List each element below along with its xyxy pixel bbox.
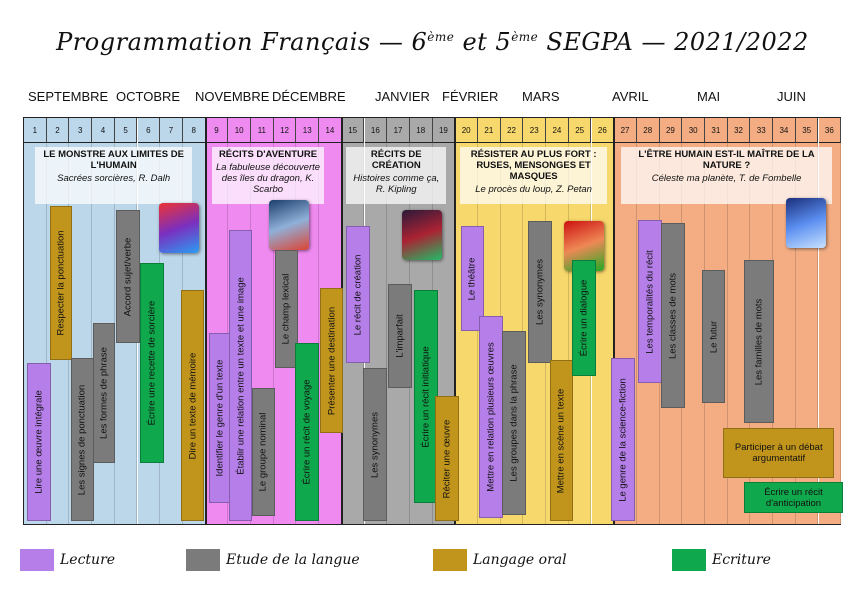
week-number: 22: [501, 118, 524, 143]
week-number: 6: [138, 118, 161, 143]
week-number: 36: [819, 118, 842, 143]
week-number: 5: [115, 118, 138, 143]
activity-label: Mettre en relation plusieurs œuvres: [485, 342, 497, 492]
activity-label: Les groupes dans la phrase: [508, 364, 520, 482]
activity-label: Écrire un récit initiatique: [420, 345, 432, 448]
week-number: 15: [342, 118, 365, 143]
month-label: MARS: [522, 89, 560, 104]
week-number: 21: [478, 118, 501, 143]
legend-label: Lecture: [60, 552, 116, 568]
week-number: 3: [69, 118, 92, 143]
month-label: JANVIER: [375, 89, 430, 104]
activity-bar: [363, 368, 387, 521]
activity-bar: [572, 260, 596, 376]
month-label: DÉCEMBRE: [272, 89, 346, 104]
theme-book: La fabuleuse découverte des îles du dragon, K. Scarbo: [215, 162, 321, 195]
book-cover-image: [159, 203, 199, 253]
book-cover-image: [269, 200, 309, 250]
activity-label: Le futur: [708, 320, 719, 353]
activity-bar: Participer à un débat argumentatif: [723, 428, 834, 478]
week-number: 8: [183, 118, 206, 143]
activity-label: Le champ lexical: [280, 273, 292, 345]
month-label: JUIN: [777, 89, 806, 104]
activity-bar: [140, 263, 164, 463]
activity-label: Mettre en scène un texte: [555, 388, 567, 493]
month-label: FÉVRIER: [442, 89, 499, 104]
week-number: 13: [296, 118, 319, 143]
week-number: 24: [546, 118, 569, 143]
theme-box: [212, 147, 323, 204]
week-number: 17: [387, 118, 410, 143]
week-number: 29: [660, 118, 683, 143]
week-number: 34: [773, 118, 796, 143]
week-number: 18: [410, 118, 433, 143]
activity-bar: [50, 206, 72, 360]
theme-book: Céleste ma planète, T. de Fombelle: [651, 173, 802, 184]
activity-label: Réciter une œuvre: [441, 419, 453, 498]
activity-bar: [479, 316, 503, 518]
legend-swatch-oral: [433, 549, 467, 571]
activity-label: Le récit de création: [352, 254, 364, 335]
theme-title: RÉSISTER AU PLUS FORT : RUSES, MENSONGES ET MASQUES: [470, 149, 597, 182]
week-number: 23: [523, 118, 546, 143]
month-label: OCTOBRE: [116, 89, 181, 104]
week-number: 33: [750, 118, 773, 143]
activity-label: Établir une relation entre un texte et une image: [235, 276, 247, 475]
activity-label: Les temporalités du récit: [644, 249, 656, 354]
activity-label: Le théâtre: [466, 257, 478, 300]
activity-label: Lire une œuvre intégrale: [33, 390, 45, 494]
activity-bar: [702, 270, 726, 403]
legend-label: Langage oral: [473, 552, 567, 568]
activity-bar: [93, 323, 115, 463]
activity-bar: [611, 358, 635, 521]
period-divider: [205, 118, 207, 524]
month-label: MAI: [697, 89, 721, 104]
week-number: 31: [705, 118, 728, 143]
activity-bar: [275, 250, 298, 368]
activity-label: Présenter une destination: [326, 306, 338, 415]
activity-label: Le genre de la science-fiction: [617, 377, 629, 502]
week-number: 14: [319, 118, 342, 143]
activity-label: Accord sujet/verbe: [122, 237, 134, 316]
activity-bar: [346, 226, 370, 363]
month-label: NOVEMBRE: [195, 89, 270, 104]
activity-label: Les classes de mots: [667, 272, 679, 359]
activity-bar: [744, 260, 775, 423]
week-number: 27: [614, 118, 637, 143]
week-number: 30: [682, 118, 705, 143]
week-number: 19: [433, 118, 456, 143]
legend-swatch-ecriture: [672, 549, 706, 571]
activity-label: Écrire un récit de voyage: [301, 379, 313, 485]
week-number: 26: [592, 118, 615, 143]
week-number: 2: [47, 118, 70, 143]
week-number: 20: [455, 118, 478, 143]
activity-label: Les synonymes: [369, 411, 381, 478]
activity-label: Le groupe nominal: [257, 412, 269, 492]
programmation-grid: [23, 117, 841, 525]
month-label: SEPTEMBRE: [28, 89, 109, 104]
activity-bar: [638, 220, 662, 383]
activity-bar: [252, 388, 275, 516]
book-cover-image: [786, 198, 826, 248]
activity-bar: Écrire un récit d'anticipation: [744, 482, 844, 513]
week-number: 7: [160, 118, 183, 143]
activity-label: Les formes de phrase: [98, 347, 110, 439]
legend-swatch-langue: [186, 549, 220, 571]
activity-bar: [181, 290, 205, 521]
activity-label: Identifier le genre d'un texte: [214, 359, 226, 477]
activity-bar: [295, 343, 319, 521]
week-number: 9: [206, 118, 229, 143]
activity-bar: [435, 396, 459, 521]
week-number: 16: [365, 118, 388, 143]
activity-label: Écrire un dialogue: [578, 279, 590, 357]
activity-label: Les synonymes: [534, 258, 546, 326]
activity-bar: [550, 360, 574, 521]
theme-box: [35, 147, 192, 204]
legend-label: Ecriture: [712, 552, 771, 568]
book-cover-image: [402, 210, 442, 260]
theme-box: [460, 147, 608, 204]
week-number: 10: [228, 118, 251, 143]
legend-label: Etude de la langue: [226, 552, 360, 568]
theme-box: [346, 147, 446, 204]
activity-label: L'imparfait: [394, 314, 406, 358]
theme-box: [621, 147, 832, 204]
activity-bar: [320, 288, 343, 433]
activity-label: Respecter la ponctuation: [55, 230, 67, 336]
week-number: 28: [637, 118, 660, 143]
activity-label: Dire un texte de mémoire: [187, 352, 199, 459]
week-number: 11: [251, 118, 274, 143]
activity-bar: [229, 230, 252, 521]
activity-label: Écrire une recette de sorcière: [146, 300, 158, 426]
activity-bar: [661, 223, 685, 408]
theme-book: Sacrées sorcières, R. Dalh: [57, 173, 171, 184]
week-number: 12: [274, 118, 297, 143]
activity-bar: [27, 363, 51, 521]
week-number: 35: [796, 118, 819, 143]
page-title: Programmation Français — 6ème et 5ème SEGPA — 2021/2022: [56, 28, 809, 56]
activity-bar: [528, 221, 552, 363]
activity-label: Les familles de mots: [753, 298, 765, 385]
legend-swatch-lecture: [20, 549, 54, 571]
activity-bar: [502, 331, 526, 515]
week-number: 25: [569, 118, 592, 143]
theme-book: Le procès du loup, Z. Petan: [475, 184, 592, 195]
theme-title: RÉCITS D'AVENTURE: [218, 149, 318, 160]
week-number: 4: [92, 118, 115, 143]
theme-title: LE MONSTRE AUX LIMITES DE L'HUMAIN: [43, 149, 184, 171]
activity-bar: [388, 284, 412, 388]
theme-title: L'ÊTRE HUMAIN EST-IL MAÎTRE DE LA NATURE ?: [638, 149, 815, 171]
theme-title: RÉCITS DE CRÉATION: [370, 149, 422, 171]
week-number: 1: [24, 118, 47, 143]
activity-bar: [71, 358, 95, 521]
week-number: 32: [728, 118, 751, 143]
theme-book: Histoires comme ça, R. Kipling: [353, 173, 440, 195]
activity-label: Les signes de ponctuation: [76, 384, 88, 495]
activity-bar: [116, 210, 140, 343]
month-label: AVRIL: [612, 89, 649, 104]
activity-bar: [209, 333, 232, 503]
